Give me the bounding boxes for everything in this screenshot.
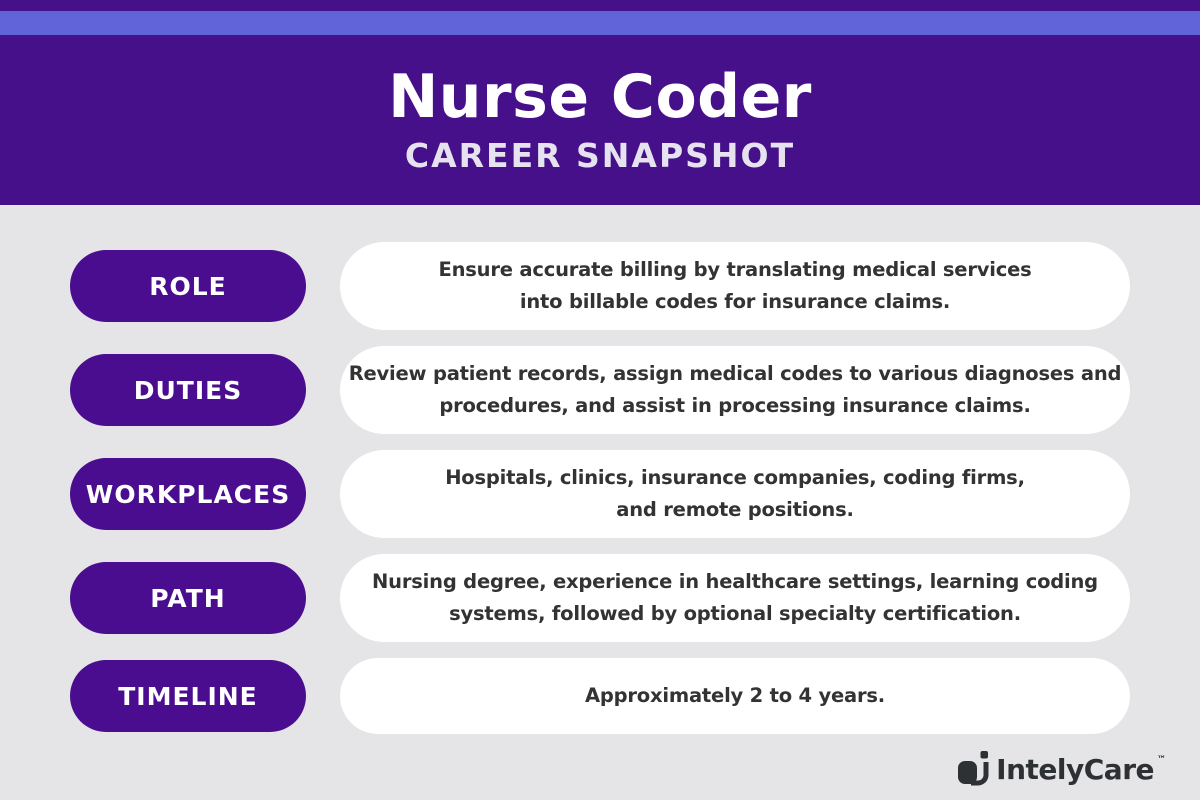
duties-card bbox=[340, 346, 1130, 434]
row-path bbox=[70, 554, 1130, 642]
brand-footer bbox=[958, 749, 1166, 790]
row-timeline bbox=[70, 658, 1130, 734]
pill-path-label: PATH bbox=[70, 562, 306, 634]
duties-card-text: Review patient records, assign medical codes to various diagnoses and procedures, and assist in processing insurance claims. bbox=[348, 362, 1122, 417]
timeline-card bbox=[340, 658, 1130, 734]
top-accent-strip-dark bbox=[0, 0, 1200, 11]
pill-workplaces-label: WORKPLACES bbox=[70, 458, 306, 530]
row-workplaces bbox=[70, 450, 1130, 538]
header-banner bbox=[0, 35, 1200, 205]
row-role bbox=[70, 242, 1130, 330]
intelycare-logo-icon bbox=[958, 749, 989, 790]
pill-duties-label: DUTIES bbox=[70, 354, 306, 426]
row-duties bbox=[70, 346, 1130, 434]
top-accent-strip-periwinkle bbox=[0, 11, 1200, 35]
role-card bbox=[340, 242, 1130, 330]
path-card-text: Nursing degree, experience in healthcare settings, learning coding systems, followed by optional specialty certification. bbox=[372, 570, 1098, 625]
workplaces-card bbox=[340, 450, 1130, 538]
path-card bbox=[340, 554, 1130, 642]
intelycare-logo-text: IntelyCare bbox=[996, 752, 1154, 786]
page-subtitle: CAREER SNAPSHOT bbox=[404, 136, 796, 176]
pill-role-label: ROLE bbox=[70, 250, 306, 322]
pill-timeline-label: TIMELINE bbox=[70, 660, 306, 732]
timeline-card-text: Approximately 2 to 4 years. bbox=[584, 684, 886, 708]
page-title: Nurse Coder bbox=[388, 62, 812, 133]
role-card-text: Ensure accurate billing by translating medical services into billable codes for insurance claims. bbox=[438, 258, 1032, 313]
info-rows bbox=[70, 242, 1130, 734]
workplaces-card-text: Hospitals, clinics, insurance companies, coding firms, and remote positions. bbox=[445, 466, 1025, 521]
trademark-symbol: ™ bbox=[1157, 755, 1166, 765]
